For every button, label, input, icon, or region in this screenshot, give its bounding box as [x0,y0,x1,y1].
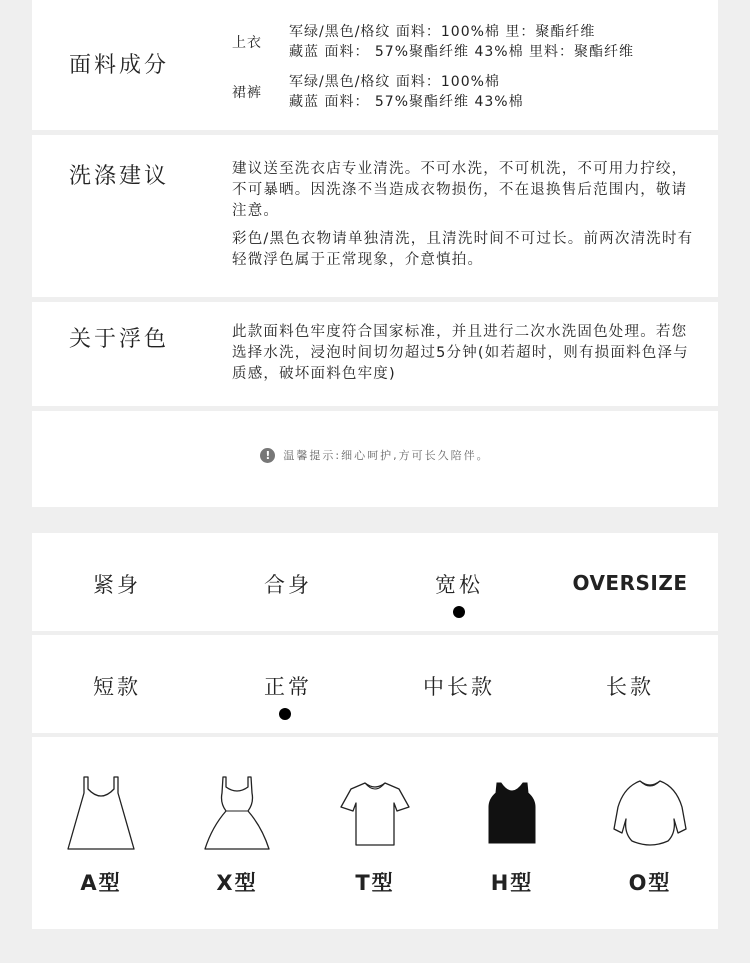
washing-paragraph-2: 彩色/黑色衣物请单独清洗，且清洗时间不可过长。前两次清洗时有轻微浮色属于正常现象，介意慎拍。 [232,231,694,268]
length-option-normal: 正常 [264,675,312,699]
washing-title: 洗涤建议 [69,164,170,189]
h-shape-label: H型 [490,871,534,895]
exclamation-icon: ! [260,448,275,463]
x-shape-label: X型 [216,871,258,895]
fit-option-tight: 紧身 [93,573,141,597]
length-selected-dot [279,708,291,720]
washing-panel [32,135,718,297]
fit-option-loose: 宽松 [435,573,483,597]
length-panel [32,635,718,733]
tip-text: 温馨提示:细心呵护,方可长久陪伴。 [283,449,490,462]
washing-paragraph-1: 建议送至洗衣店专业清洗。不可水洗，不可机洗，不可用力拧绞，不可暴晒。因洗涤不当造成衣物损伤，不在退换售后范围内，敬请注意。 [232,161,688,219]
tip-panel [32,411,718,507]
bottom-line-1: 军绿/黑色/格纹 面料：100%棉 [289,74,500,90]
o-sweater-icon [585,777,715,849]
bottom-label: 裙裤 [232,85,262,101]
tip-row [32,447,718,463]
length-option-mid-long: 中长款 [423,675,495,699]
fading-title: 关于浮色 [69,327,170,352]
top-line-2: 藏蓝 面料： 57%聚酯纤维 43%棉 里料：聚酯纤维 [289,44,635,60]
top-label: 上衣 [232,35,262,51]
top-line-1: 军绿/黑色/格纹 面料：100%棉 里：聚酯纤维 [289,24,596,40]
bottom-line-2: 藏蓝 面料： 57%聚酯纤维 43%棉 [289,94,524,110]
length-option-long: 长款 [606,675,654,699]
x-line-dress-icon [172,775,302,853]
shape-panel [32,737,718,929]
fit-option-oversize: OVERSIZE [572,571,688,595]
t-shirt-icon [310,779,440,849]
fit-option-regular: 合身 [264,573,312,597]
a-shape-label: A型 [80,871,122,895]
fit-panel [32,533,718,631]
fading-panel [32,302,718,406]
fabric-panel [32,0,718,130]
t-shape-label: T型 [355,871,395,895]
fit-selected-dot [453,606,465,618]
o-shape-label: O型 [628,871,672,895]
fading-text [232,322,702,385]
washing-text [232,159,702,271]
fabric-title: 面料成分 [69,53,170,78]
a-line-dress-icon [36,775,166,853]
length-option-short: 短款 [93,675,141,699]
fading-paragraph: 此款面料色牢度符合国家标准，并且进行二次水洗固色处理。若您选择水洗，浸泡时间切勿超过5分钟(如若超时，则有损面料色泽与质感，破坏面料色牢度) [232,324,689,382]
h-tank-top-icon [447,781,577,847]
